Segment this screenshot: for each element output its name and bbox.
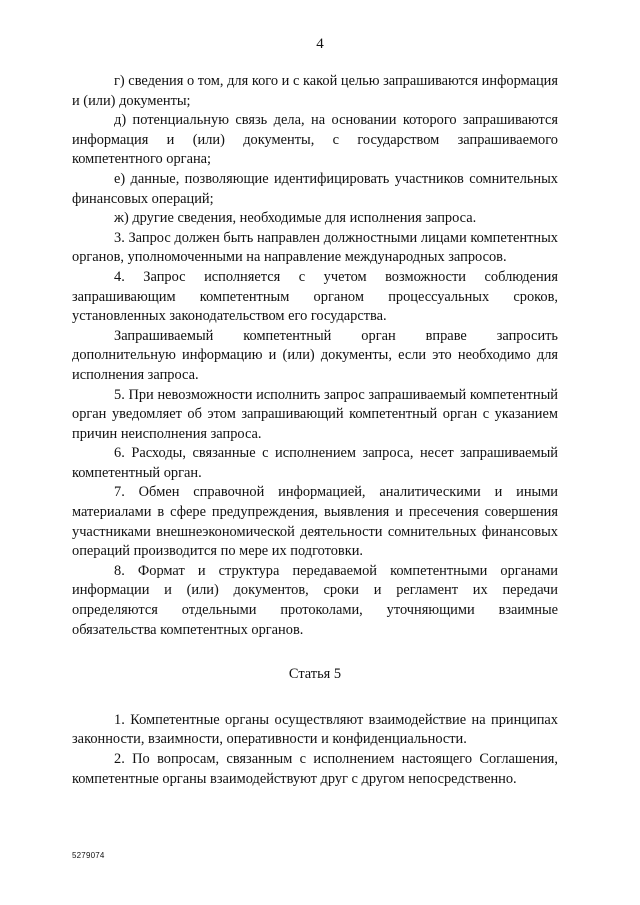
paragraph-7: 7. Обмен справочной информацией, аналитическими и иными материалами в сфере предупреждения, выявления и пресечения совершения участниками внешнеэкономической деятельности сомнительных финансовых операций производится по мере их подготовки. — [72, 484, 558, 560]
page-number: 4 — [316, 36, 324, 52]
document-body — [72, 72, 558, 789]
article-heading: Статья 5 — [288, 666, 342, 683]
paragraph-d: д) потенциальную связь дела, на основании которого запрашиваются информация и (или) документы, с государством запрашиваемого компетентного органа; — [72, 112, 558, 168]
paragraph-4-continuation: Запрашиваемый компетентный орган вправе запросить дополнительную информацию и (или) документы, если это необходимо для исполнения запроса. — [72, 327, 558, 383]
document-code: 5279074 — [72, 851, 105, 860]
article5-paragraph-1: 1. Компетентные органы осуществляют взаимодействие на принципах законности, взаимности, оперативности и конфиденциальности. — [72, 711, 558, 748]
paragraph-4: 4. Запрос исполняется с учетом возможности соблюдения запрашивающим компетентным органом процессуальных сроков, установленных законодательством его государства. — [72, 268, 558, 325]
paragraph-e: е) данные, позволяющие идентифицировать участников сомнительных финансовых операций; — [72, 170, 558, 207]
article5-paragraph-2: 2. По вопросам, связанным с исполнением настоящего Соглашения, компетентные органы взаимодействуют друг с другом непосредственно. — [72, 751, 558, 787]
paragraph-3: 3. Запрос должен быть направлен должностными лицами компетентных органов, уполномоченными на направление международных запросов. — [72, 229, 558, 266]
paragraph-5: 5. При невозможности исполнить запрос запрашиваемый компетентный орган уведомляет об этом запрашивающий компетентный орган с указанием причин неисполнения запроса. — [72, 386, 558, 442]
paragraph-6: 6. Расходы, связанные с исполнением запроса, несет запрашиваемый компетентный орган. — [72, 445, 558, 481]
paragraph-g: г) сведения о том, для кого и с какой целью запрашиваются информация и (или) документы; — [72, 73, 558, 109]
paragraph-8: 8. Формат и структура передаваемой компетентными органами информации и (или) документов, сроки и регламент их передачи определяются отдельными протоколами, уточняющими взаимные обязательства компетентных органов. — [72, 562, 558, 638]
paragraph-zh: ж) другие сведения, необходимые для исполнения запроса. — [114, 210, 477, 227]
